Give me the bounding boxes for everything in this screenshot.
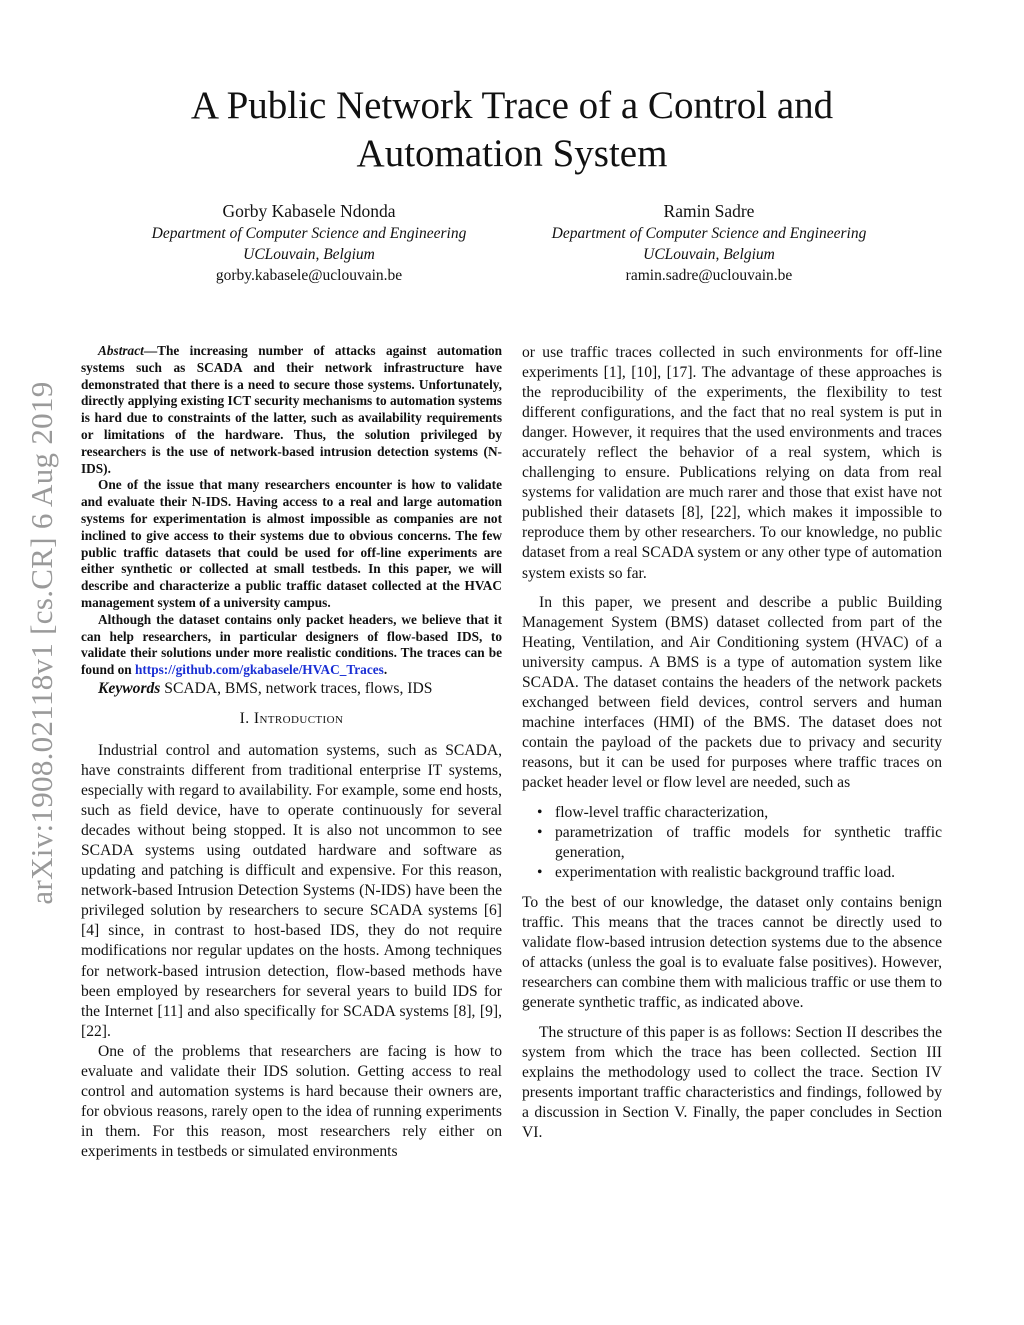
abstract-paragraph-3: Although the dataset contains only packet headers, we believe that it can help researchers, in particular designers of flow-based IDS, to validate their solutions under more realistic conditions. The traces can be found on https://github.com/gkabasele/HVAC_Traces. bbox=[81, 611, 502, 678]
abstract bbox=[81, 343, 502, 679]
keywords: Keywords SCADA, BMS, network traces, flows, IDS bbox=[98, 679, 433, 697]
use-case-list bbox=[522, 803, 942, 883]
author-block-1 bbox=[118, 201, 500, 286]
abstract-paragraph-2: One of the issue that many researchers encounter is how to validate and evaluate their N-IDS. Having access to a real and large automation systems for experimentation is almost impossible as companies are not inclined to give access to their systems due to obvious concerns. The few public traffic datasets that could be used for off-line experiments are either synthetic or collected at small testbeds. In this paper, we will describe and characterize a public traffic dataset collected at the HVAC management system of a university campus. bbox=[81, 477, 502, 610]
list-item: • flow-level traffic characterization, bbox=[522, 803, 942, 823]
title-line-1: A Public Network Trace of a Control and bbox=[190, 84, 834, 127]
arxiv-identifier bbox=[22, 355, 62, 930]
right-column bbox=[522, 343, 942, 1143]
paper-title bbox=[100, 82, 924, 178]
list-item: • experimentation with realistic background traffic load. bbox=[522, 863, 942, 883]
intro-paragraph-1: Industrial control and automation systems, such as SCADA, have constraints different from traditional enterprise IT systems, especially with regard to availability. For example, some end hosts, such as field device, have to operate continuously for several decades without being stopped. It is also not uncommon to see SCADA systems using outdated hardware and software as updating and patching is difficult and expensive. For this reason, network-based Intrusion Detection Systems (N-IDS) have been the privileged solution by researchers to secure SCADA systems [6] [4] since, in contrast to host-based IDS, they do not require modifications nor regular updates on the hosts. Among techniques for network-based intrusion detection, flow-based methods have been employed by researchers for several years to build IDS for the Internet [11] and also specifically for SCADA systems [8], [9], [22]. bbox=[81, 741, 502, 1040]
left-column bbox=[81, 343, 502, 1162]
author-department: Department of Computer Science and Engineering bbox=[551, 225, 867, 242]
author-department: Department of Computer Science and Engineering bbox=[151, 225, 467, 242]
list-item: • parametrization of traffic models for synthetic traffic generation, bbox=[522, 823, 942, 863]
abstract-label: Abstract bbox=[98, 343, 144, 358]
author-name: Ramin Sadre bbox=[663, 201, 755, 221]
author-email: gorby.kabasele@uclouvain.be bbox=[215, 267, 403, 284]
intro-paragraph-4: In this paper, we present and describe a public Building Management System (BMS) dataset collected from part of the Heating, Ventilation, and Air Conditioning system (HVAC) of a university campus. A BMS is a type of automation system like SCADA. The dataset contains the headers of the network packets exchanged between field devices, control servers and human machine interfaces (HMI) of the BMS. The dataset does not contain the payload of the packets due to privacy and security reasons, but it can be used for purposes where traffic traces on packet header level or flow level are needed, such as bbox=[522, 593, 942, 791]
intro-paragraph-6: The structure of this paper is as follows: Section II describes the system from which the trace has been collected. Section III explains the methodology used to collect the trace. Section IV presents important traffic characteristics and findings, followed by a discussion in Section V. Finally, the paper concludes in Section VI. bbox=[522, 1023, 942, 1141]
keywords-label: Keywords bbox=[98, 679, 161, 697]
author-email: ramin.sadre@uclouvain.be bbox=[625, 267, 793, 284]
intro-paragraph-5: To the best of our knowledge, the dataset only contains benign traffic. This means that the traces cannot be directly used to validate flow-based intrusion detection systems due to the absence of attacks (unless the goal is to evaluate false positives). However, researchers can combine them with malicious traffic or use them to generate synthetic traffic, as indicated above. bbox=[522, 894, 942, 1012]
arxiv-identifier-text: arXiv:1908.02118v1 [cs.CR] 6 Aug 2019 bbox=[24, 380, 59, 905]
author-university: UCLouvain, Belgium bbox=[243, 246, 375, 263]
author-university: UCLouvain, Belgium bbox=[643, 246, 775, 263]
dataset-link[interactable]: https://github.com/gkabasele/HVAC_Traces bbox=[134, 662, 384, 678]
intro-paragraph-3: or use traffic traces collected in such environments for off-line experiments [1], [10], [17]. The advantage of these approaches is the reproducibility of the experiments, the flexibility to test different configurations, and the fact that no real system is put in danger. However, it requires that the used environments and traces accurately reflect the behavior of a real system, which is challenging to ensure. Publications relying on data from real systems for validation are much rarer and those that exist have not published their datasets [8], [22], which makes it impossible to reproduce them by other researchers. To our knowledge, no public dataset from a real SCADA system or any other type of automation system exists so far. bbox=[522, 344, 942, 582]
title-line-2: Automation System bbox=[356, 132, 668, 175]
section-heading-introduction: I. Introduction bbox=[239, 709, 344, 727]
author-block-2 bbox=[520, 201, 898, 286]
abstract-paragraph-1: Abstract—The increasing number of attacks against automation systems such as SCADA and their network infrastructure have demonstrated that there is a need to secure those systems. Unfortunately, directly applying existing ICT security mechanisms to automation systems is hard due to constraints of the latter, such as availability requirements or limitations of the hardware. Thus, the solution privileged by researchers is the use of network-based intrusion detection systems (N-IDS). bbox=[81, 343, 502, 476]
author-name: Gorby Kabasele Ndonda bbox=[222, 201, 396, 221]
intro-paragraph-2: One of the problems that researchers are facing is how to evaluate and validate their IDS solution. Getting access to real control and automation systems is hard because their owners are, for obvious reasons, rarely open to the idea of running experiments in them. For this reason, most researchers rely either on experiments in testbeds or simulated environments bbox=[81, 1042, 502, 1160]
